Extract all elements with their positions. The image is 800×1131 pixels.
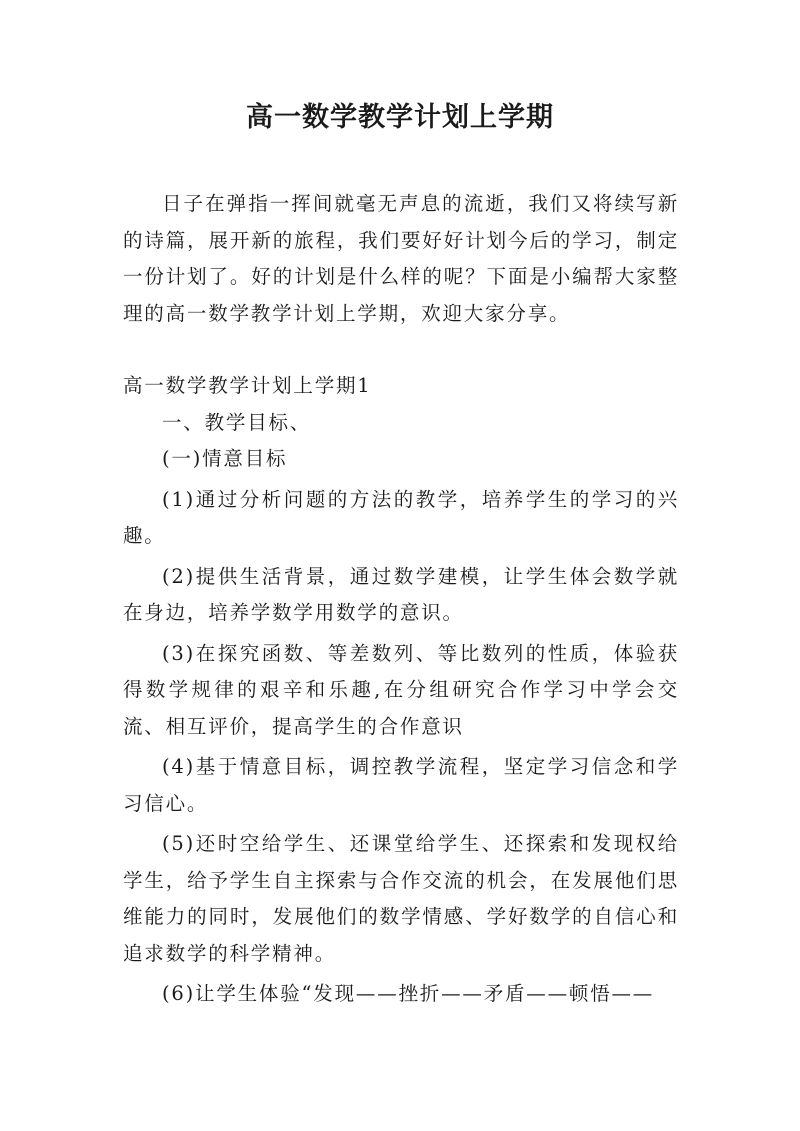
- list-item: (3)在探究函数、等差数列、等比数列的性质，体验获得数学规律的艰辛和乐趣,在分组研究合作学习中学会交流、相互评价，提高学生的合作意识: [123, 641, 679, 738]
- page-title: 高一数学教学计划上学期: [246, 102, 554, 133]
- sub-heading-teaching-goals: 一、教学目标、: [162, 410, 312, 434]
- list-item: (6)让学生体验“发现——挫折——矛盾——顿悟——: [162, 982, 655, 1005]
- intro-paragraph: 日子在弹指一挥间就毫无声息的流逝，我们又将续写新的诗篇，展开新的旅程，我们要好好计划今后的学习，制定一份计划了。好的计划是什么样的呢？下面是小编帮大家整理的高一数学教学计划上学期，欢迎大家分享。: [123, 192, 679, 325]
- list-item: (1)通过分析问题的方法的教学，培养学生的学习的兴趣。: [123, 487, 679, 547]
- sub-heading-affective-goals: (一)情意目标: [162, 447, 288, 470]
- section-heading: 高一数学教学计划上学期1: [123, 374, 372, 397]
- list-item: (2)提供生活背景，通过数学建模，让学生体会数学就在身边，培养学数学用数学的意识。: [123, 564, 679, 624]
- document-body: [123, 186, 679, 1013]
- list-item: (4)基于情意目标，调控教学流程，坚定学习信念和学习信心。: [123, 755, 679, 815]
- list-item: (5)还时空给学生、还课堂给学生、还探索和发现权给学生，给予学生自主探索与合作交流的机会，在发展他们思维能力的同时，发展他们的数学情感、学好数学的自信心和追求数学的科学精神。: [123, 832, 679, 965]
